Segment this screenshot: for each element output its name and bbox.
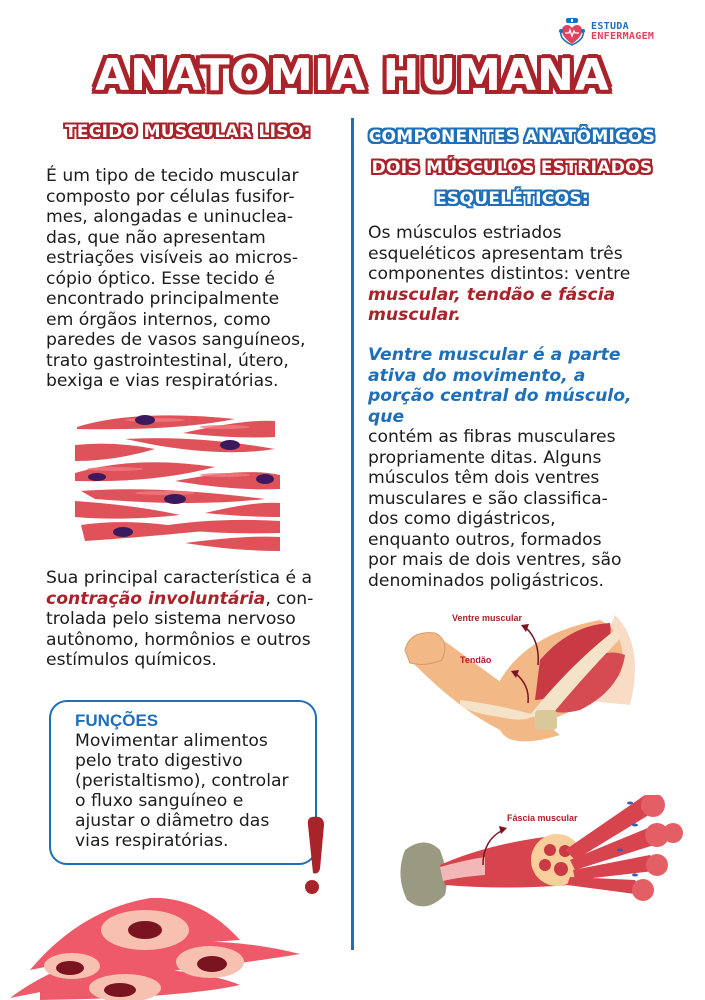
text-line: encontrado principalmente: [46, 289, 280, 309]
heading-line: COMPONENTES ANATÔMICOS: [368, 127, 656, 147]
text-line: Os músculos estriados: [368, 223, 562, 243]
heading-line: ESQUELÉTICOS:: [435, 189, 589, 209]
text-line: componentes distintos: ventre: [368, 264, 631, 284]
text-line: pelo trato digestivo: [75, 751, 243, 771]
text-line: contém as fibras musculares: [368, 427, 616, 447]
heading-line: DOIS MÚSCULOS ESTRIADOS: [371, 158, 653, 178]
highlight-line: porção central do músculo,: [368, 386, 632, 406]
text-line: enquanto outros, formados: [368, 529, 602, 550]
text-line: bexiga e vias respiratórias.: [46, 371, 279, 391]
label-muscle-belly: Ventre muscular: [452, 613, 523, 623]
left-section-heading: TECIDO MUSCULAR LISO:: [65, 122, 311, 142]
text-segment: Sua principal característica é a: [46, 568, 313, 588]
text-line: o fluxo sanguíneo e: [75, 791, 244, 811]
text-line: cópio óptico. Esse tecido é: [46, 268, 275, 289]
right-section-heading: [362, 122, 662, 215]
text-line: vias respiratórias.: [75, 831, 229, 851]
text-line: estímulos químicos.: [46, 650, 217, 670]
text-line: (peristaltismo), controlar: [75, 771, 289, 791]
label-tendon: Tendão: [460, 655, 492, 665]
text-line: mes, alongadas e uninuclea-: [46, 207, 294, 227]
logo-line1: ESTUDA: [591, 21, 629, 32]
exclamation-icon: [300, 815, 330, 895]
fascia-muscle-illustration: [395, 795, 695, 920]
muscle-belly-description: [368, 345, 668, 591]
smooth-muscle-fibers-illustration: [75, 405, 315, 555]
text-line: estriações visíveis ao micros-: [46, 248, 299, 268]
text-line: dos como digástricos,: [368, 509, 556, 529]
text-line: musculares e são classifica-: [368, 488, 608, 509]
text-line: por mais de dois ventres, são: [368, 550, 622, 570]
highlight-involuntary-contraction: contração involuntária: [46, 588, 266, 609]
highlight-line: que: [368, 406, 405, 427]
text-line: esqueléticos apresentam três: [368, 243, 623, 264]
label-fascia: Fáscia muscular: [507, 813, 578, 823]
text-line: trato gastrointestinal, útero,: [46, 350, 289, 371]
page-title: ANATOMIA HUMANA: [95, 50, 610, 101]
functions-box: [49, 700, 317, 865]
highlight-line: muscular.: [368, 305, 461, 325]
text-line: paredes de vasos sanguíneos,: [46, 330, 306, 350]
highlight-line: Ventre muscular é a parte: [368, 345, 621, 365]
smooth-muscle-characteristic: [46, 568, 346, 671]
functions-text: [75, 731, 305, 851]
text-line: autônomo, hormônios e outros: [46, 629, 311, 650]
logo-line2: ENFERMAGEM: [591, 31, 655, 42]
text-line: em órgãos internos, como: [46, 309, 271, 330]
highlight-line: muscular, tendão e fáscia: [368, 284, 616, 305]
smooth-muscle-description: [46, 166, 346, 392]
text-segment: , con-: [265, 588, 314, 609]
text-line: É um tipo de tecido muscular: [46, 166, 299, 186]
brand-logo: [557, 17, 654, 47]
smooth-muscle-cells-illustration: [0, 890, 320, 1000]
text-line: composto por células fusifor-: [46, 186, 295, 207]
text-line: propriamente ditas. Alguns: [368, 447, 602, 468]
nurse-heart-icon: [557, 17, 587, 47]
text-line: das, que não apresentam: [46, 227, 266, 248]
arm-muscle-illustration: [400, 605, 650, 745]
text-line: trolada pelo sistema nervoso: [46, 609, 296, 629]
skeletal-muscle-components: [368, 223, 668, 326]
arrow-icons: [400, 605, 650, 745]
highlight-line: ativa do movimento, a: [368, 365, 586, 386]
text-line: ajustar o diâmetro das: [75, 811, 270, 831]
text-line: músculos têm dois ventres: [368, 468, 600, 488]
column-divider: [351, 118, 354, 950]
text-line: Movimentar alimentos: [75, 731, 268, 751]
text-line: denominados poligástricos.: [368, 570, 605, 591]
functions-title: FUNÇÕES: [75, 711, 159, 730]
